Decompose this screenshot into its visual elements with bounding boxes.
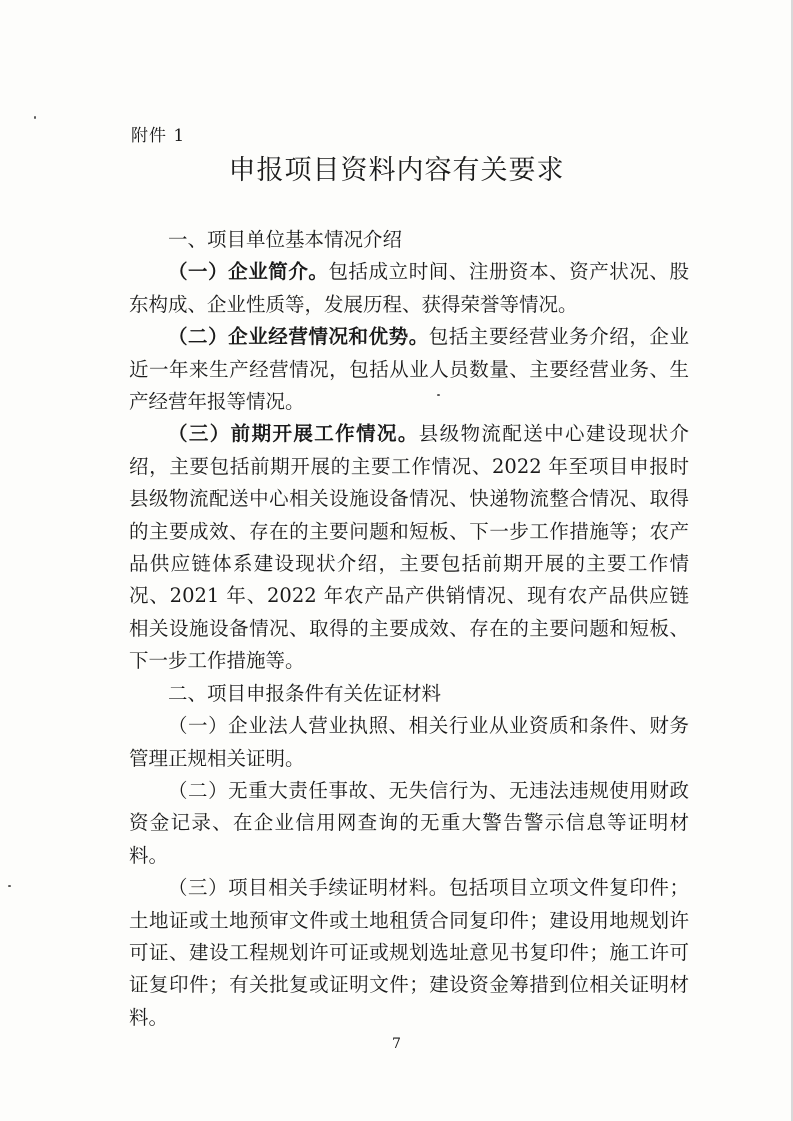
- attachment-label: 附件 1: [131, 126, 186, 146]
- scan-speck: [8, 885, 11, 887]
- scan-speck: [34, 116, 36, 119]
- item-label: （一）企业简介。: [168, 260, 329, 284]
- paragraph: （二）无重大责任事故、无失信行为、无违法违规使用财政资金记录、在企业信用网查询的无重大警告警示信息等证明材料。: [129, 778, 689, 867]
- section-heading: 一、项目单位基本情况介绍: [168, 228, 403, 251]
- paragraph: [129, 321, 689, 418]
- paragraph: （一）企业法人营业执照、相关行业从业资质和条件、财务管理正规相关证明。: [129, 714, 689, 770]
- item-label: （三）前期开展工作情况。: [168, 422, 419, 446]
- item-text: 县级物流配送中心建设现状介绍，主要包括前期开展的主要工作情况、2022 年至项目申报时县级物流配送中心相关设施设备情况、快递物流整合情况、取得的主要成效、存在的主要问题和短板、下一步工作措施等；农产品供应链体系建设现状介绍，主要包括前期开展的主要工作情况、2021 年、2022 年农产品产供销情况、现有农产品供应链相关设施设备情况、取得的主要成效、存在的主要问题和短板、下一步工作措施等。: [129, 422, 689, 673]
- page-number: 7: [392, 1036, 401, 1052]
- document-body: [129, 224, 689, 1034]
- paragraph: [129, 256, 689, 321]
- paragraph: [129, 418, 689, 677]
- item-text: 包括主要经营业务介绍，企业近一年来生产经营情况，包括从业人员数量、主要经营业务、生产经营年报等情况。: [129, 325, 689, 414]
- section-heading: 二、项目申报条件有关佐证材料: [168, 681, 442, 705]
- item-label: （二）企业经营情况和优势。: [168, 325, 429, 349]
- document-title: 申报项目资料内容有关要求: [228, 155, 565, 186]
- item-text: 包括成立时间、注册资本、资产状况、股东构成、企业性质等，发展历程、获得荣誉等情况。: [129, 260, 689, 316]
- paragraph: （三）项目相关手续证明材料。包括项目立项文件复印件；土地证或土地预审文件或土地租赁合同复印件；建设用地规划许可证、建设工程规划许可证或规划选址意见书复印件；施工许可证复印件；有关批复或证明文件；建设资金筹措到位相关证明材料。: [129, 876, 689, 1029]
